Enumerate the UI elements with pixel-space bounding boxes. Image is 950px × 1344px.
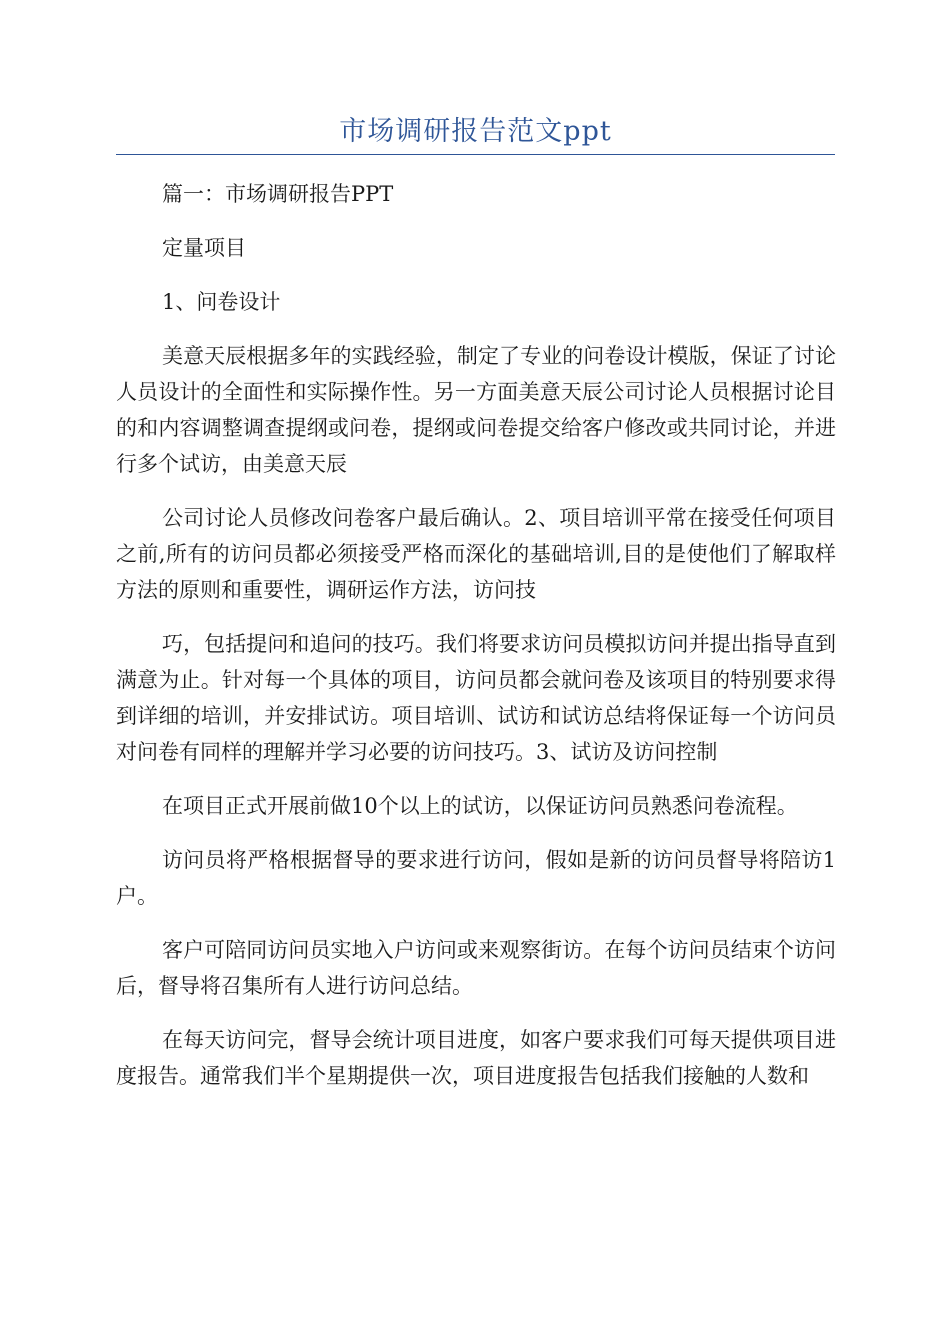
paragraph-text: 访问员将严格根据督导的要求进行访问，假如是新的访问员督导将陪访1户。 [116,848,836,908]
paragraph-text: 在项目正式开展前做10个以上的试访，以保证访问员熟悉问卷流程。 [162,794,798,818]
document-body [116,176,836,1112]
paragraph-text: 公司讨论人员修改问卷客户最后确认。2、项目培训平常在接受任何项目之前,所有的访问员都必须接受严格而深化的基础培训,目的是使他们了解取样方法的原则和重要性，调研运作方法，访问技 [116,506,836,602]
paragraph-section-heading: 篇一：市场调研报告PPT [162,182,394,206]
paragraph-text: 巧，包括提问和追问的技巧。我们将要求访问员模拟访问并提出指导直到满意为止。针对每一个具体的项目，访问员都会就问卷及该项目的特别要求得到详细的培训，并安排试访。项目培训、试访和试访总结将保证每一个访问员对问卷有同样的理解并学习必要的访问技巧。3、试访及访问控制 [116,632,836,764]
document-title: 市场调研报告范文ppt [339,116,612,147]
paragraph-text: 美意天辰根据多年的实践经验，制定了专业的问卷设计模版，保证了讨论人员设计的全面性和实际操作性。另一方面美意天辰公司讨论人员根据讨论目的和内容调整调查提纲或问卷，提纲或问卷提交给客户修改或共同讨论，并进行多个试访，由美意天辰 [116,344,836,476]
title-underline [116,154,835,155]
paragraph-subheading: 定量项目 [162,236,246,260]
paragraph-item-heading: 1、问卷设计 [162,290,281,314]
paragraph-text: 在每天访问完，督导会统计项目进度，如客户要求我们可每天提供项目进度报告。通常我们半个星期提供一次，项目进度报告包括我们接触的人数和 [116,1028,836,1088]
paragraph-text: 客户可陪同访问员实地入户访问或来观察街访。在每个访问员结束个访问后，督导将召集所有人进行访问总结。 [116,938,836,998]
